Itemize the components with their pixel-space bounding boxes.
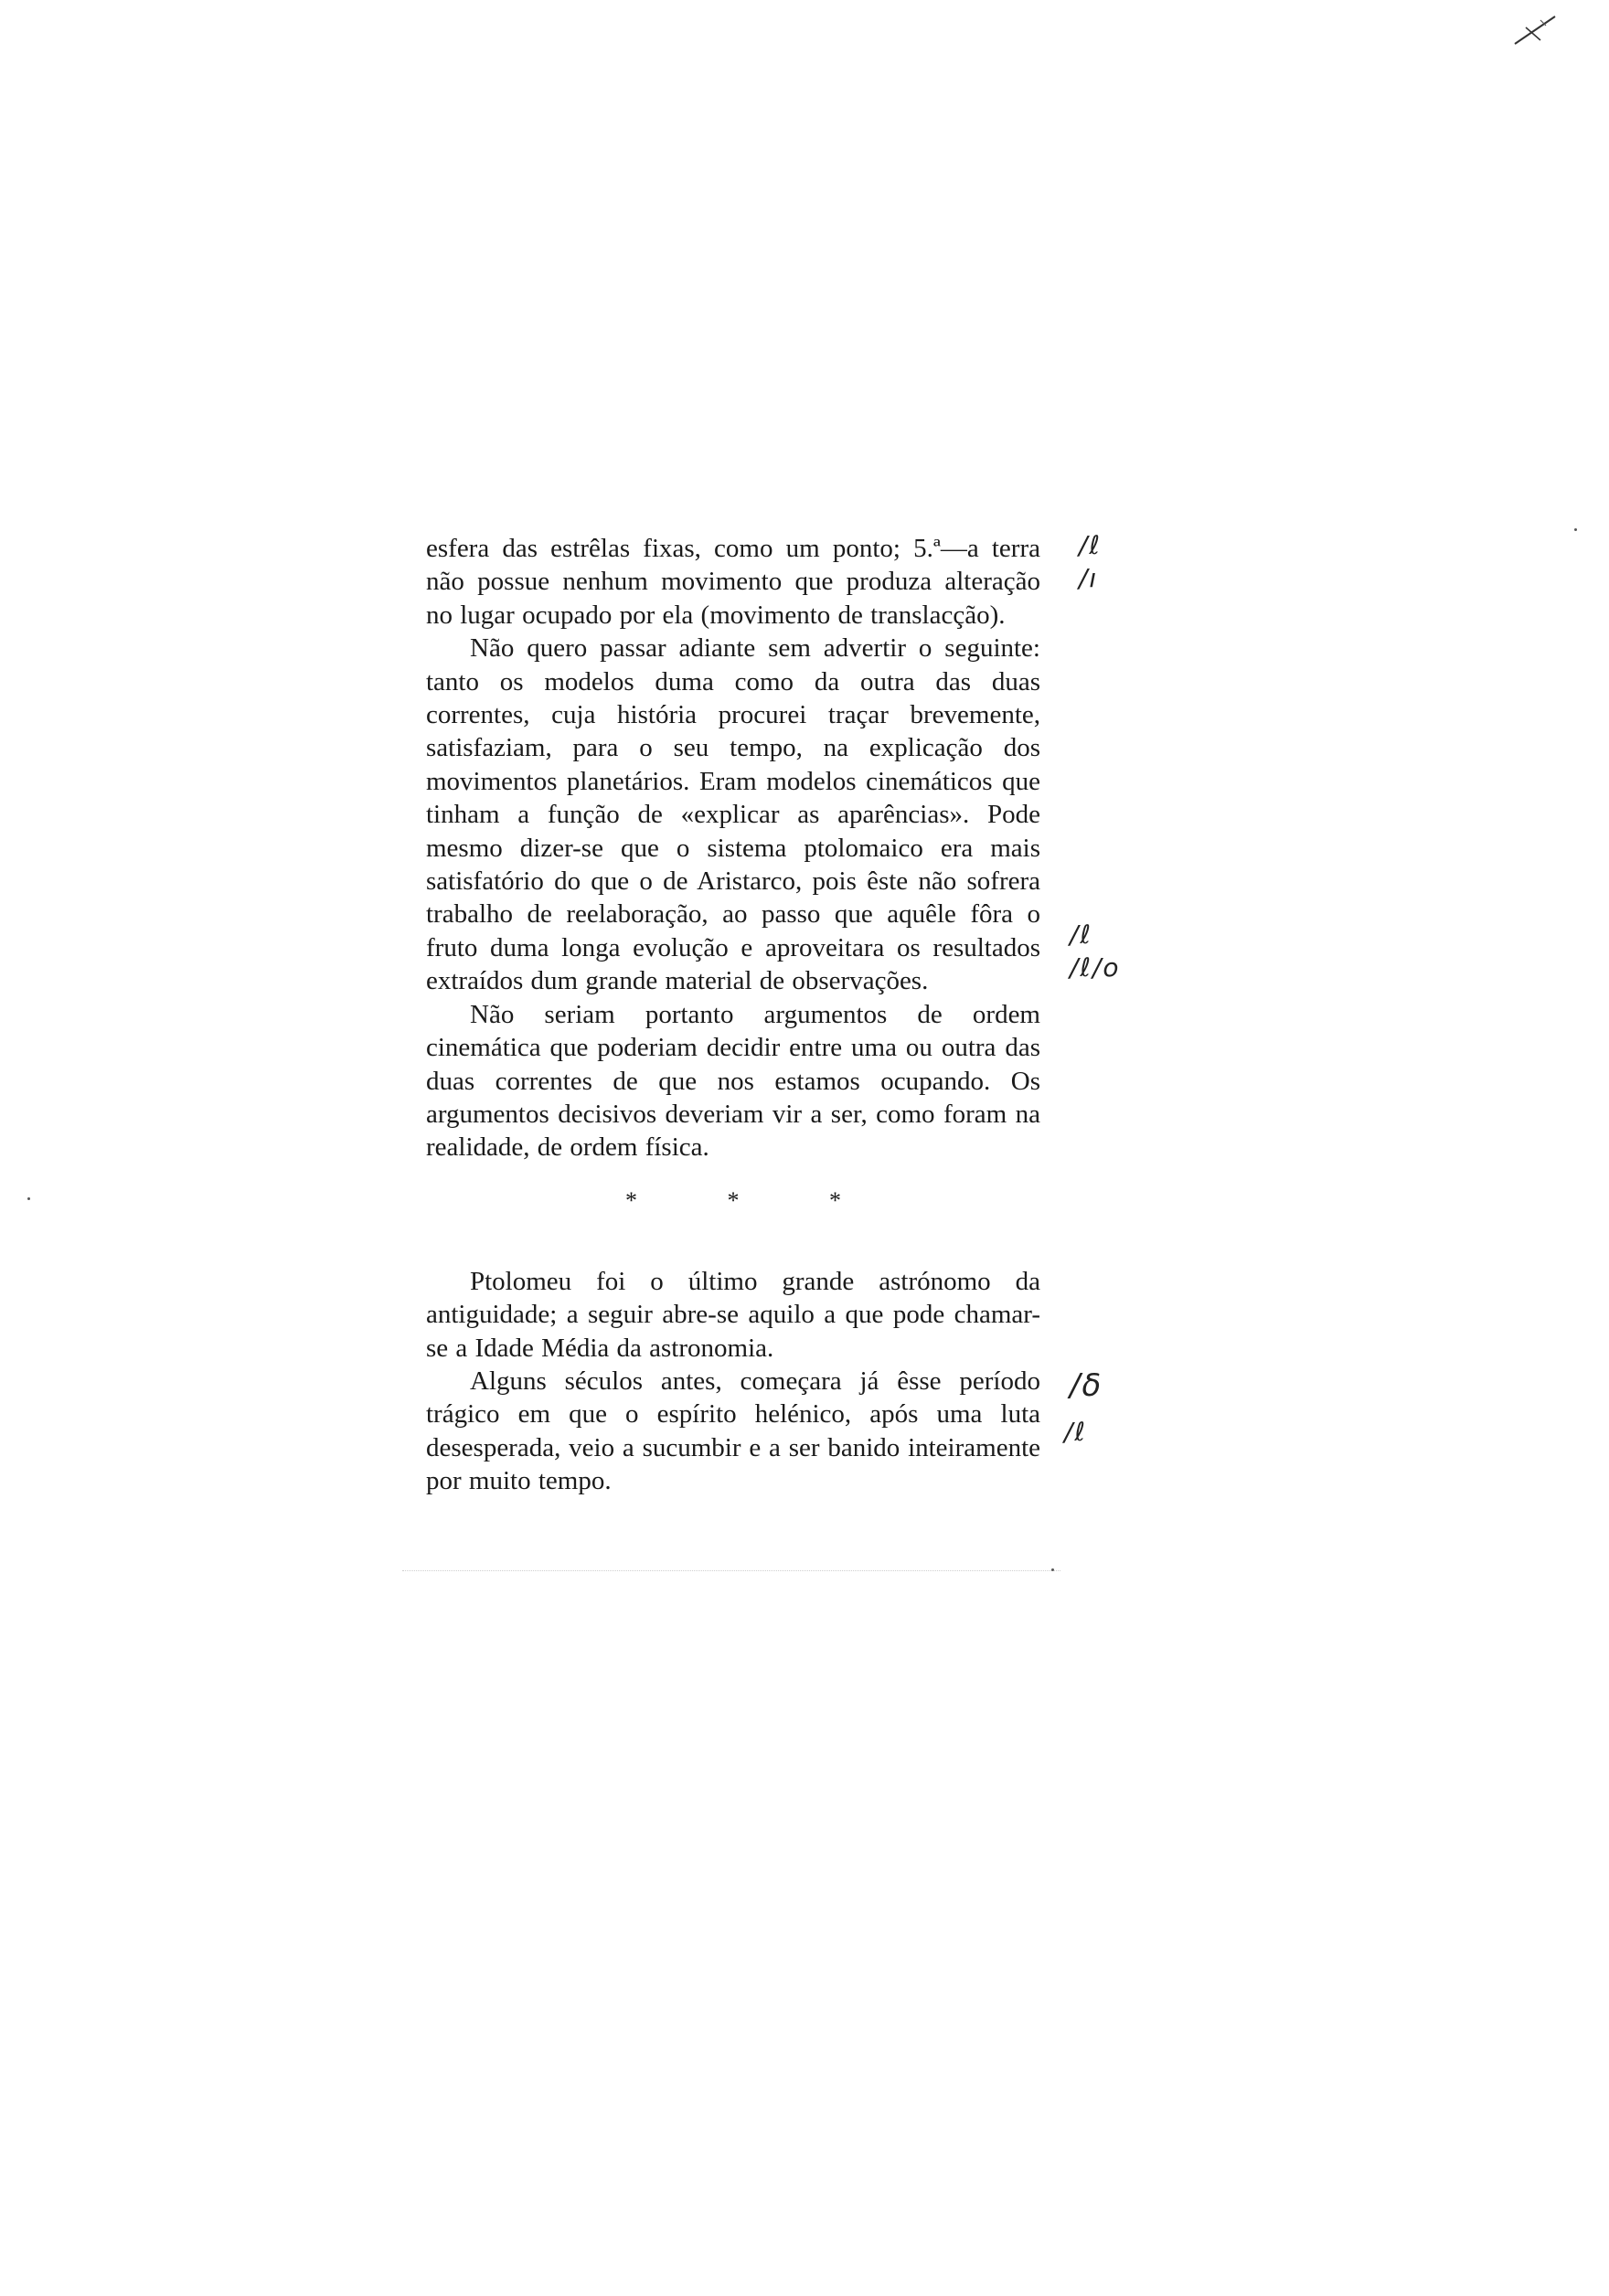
paragraph-continuation: esfera das estrêlas fixas, como um ponto; 5.ª—a terra não possue nenhum movimento que produza alteração no lugar ocupado por ela (movimento de translacção). (426, 534, 1040, 630)
paragraph-ptolomeu: Ptolomeu foi o último grande astrónomo da antiguidade; a seguir abre-se aquilo a que pode chamar-se a Idade Média da astronomia. (426, 1266, 1040, 1363)
margin-note: /ℓ (1079, 530, 1102, 560)
paragraph-argumentos: Não seriam portanto argumentos de ordem cinemática que poderiam decidir entre uma ou outra das duas correntes de que nos estamos ocupando. Os argumentos decisivos deveriam vir a ser, como foram na realidade, de ordem física. (426, 999, 1040, 1163)
scan-speck (27, 1197, 30, 1200)
page-bottom-rule (402, 1570, 1060, 1573)
x-scribble-icon (1513, 13, 1557, 49)
section-break-asterisks: * * * (625, 1186, 883, 1214)
margin-note: /ℓ/o (1070, 952, 1121, 983)
margin-note: /ℓ (1064, 1417, 1087, 1447)
scan-speck (1574, 528, 1577, 531)
margin-note: /ℓ (1070, 919, 1092, 950)
paragraph-seculos: Alguns séculos antes, começara já êsse período trágico em que o espírito helénico, após uma luta desesperada, veio a sucumbir e a ser banido inteiramente por muito tempo. (426, 1366, 1040, 1496)
margin-note: /δ (1070, 1367, 1103, 1404)
margin-note: /ı (1079, 563, 1099, 593)
scan-speck (1051, 1568, 1054, 1571)
paragraph-advertir: Não quero passar adiante sem advertir o seguinte: tanto os modelos duma como da outra das duas correntes, cuja história procurei traçar brevemente, satisfaziam, para o seu tempo, na explicação dos movimentos planetários. Eram modelos cinemáticos que tinham a função de «explicar as aparências». Pode mesmo dizer-se que o sistema ptolomaico era mais satisfatório do que o de Aristarco, pois êste não sofrera trabalho de reelaboração, ao passo que aquêle fôra o fruto duma longa evolução e aproveitara os resultados extraídos dum grande material de observações. (426, 633, 1040, 996)
body-text (426, 532, 1040, 1498)
